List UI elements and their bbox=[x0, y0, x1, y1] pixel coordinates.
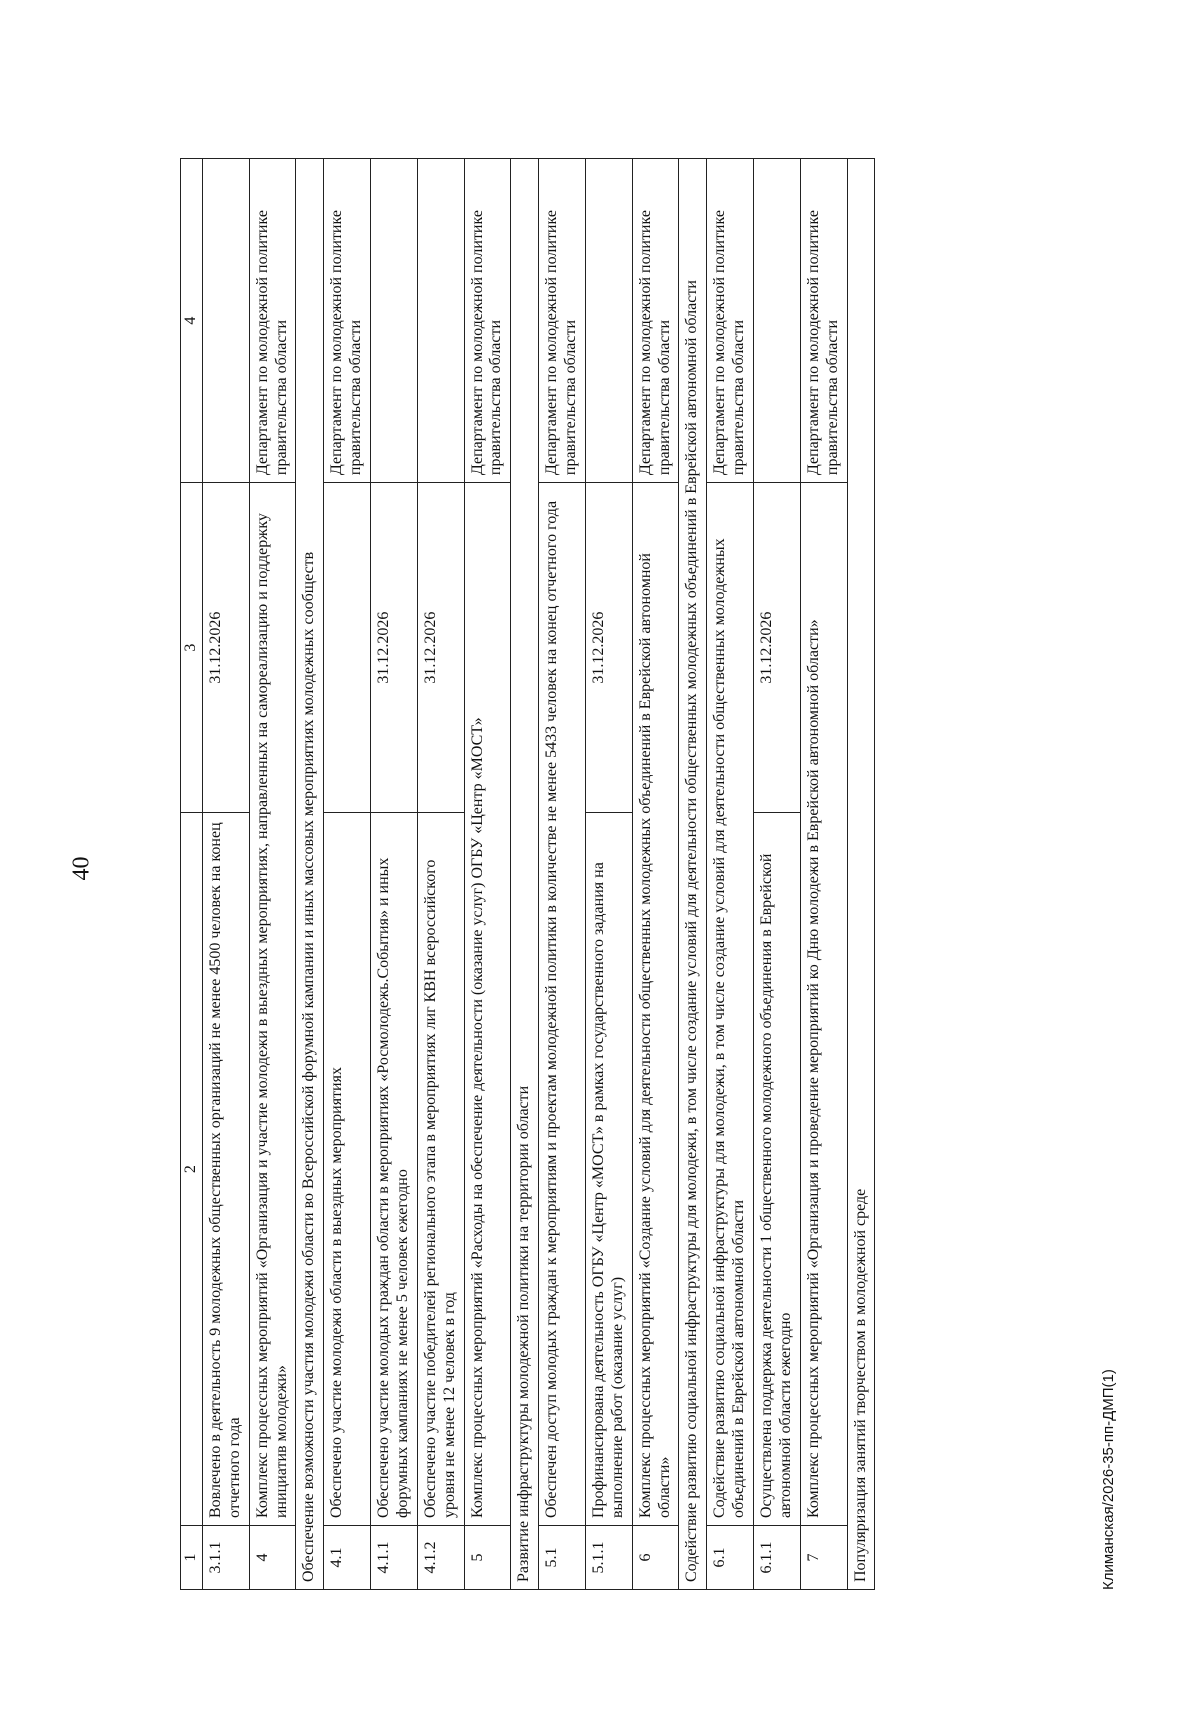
header-row bbox=[181, 159, 203, 1590]
page-number: 40 bbox=[68, 856, 95, 881]
table-row bbox=[371, 159, 418, 1590]
description-cell: Комплекс процессных мероприятий «Создание условий для деятельности общественных молодежных объединений в Еврейской автономной области» bbox=[632, 483, 679, 1526]
row-number-cell: 7 bbox=[800, 1526, 847, 1590]
responsible-cell bbox=[371, 159, 418, 483]
row-number-cell: 4.1 bbox=[324, 1526, 371, 1590]
description-cell: Содействие развитию социальной инфраструктуры для молодежи, в том числе создание условий для деятельности общественных молодежных объединений в Еврейской автономной области bbox=[707, 483, 754, 1526]
document-footer-code: Климанская/2026-35-пп-ДМП(1) bbox=[1100, 1369, 1117, 1590]
responsible-cell bbox=[754, 159, 801, 483]
responsible-cell: Департамент по молодежной политике правительства области bbox=[464, 159, 511, 483]
row-number-cell: 5.1.1 bbox=[585, 1526, 632, 1590]
table-row bbox=[464, 159, 511, 1590]
table-row bbox=[585, 159, 632, 1590]
table-row bbox=[296, 159, 324, 1590]
table-row bbox=[632, 159, 679, 1590]
header-cell-4: 4 bbox=[181, 159, 203, 483]
header-cell-2: 2 bbox=[181, 813, 203, 1526]
description-cell: Комплекс процессных мероприятий «Расходы на обеспечение деятельности (оказание услуг) ОГБУ «Центр «МОСТ» bbox=[464, 483, 511, 1526]
responsible-cell bbox=[585, 159, 632, 483]
description-cell: Комплекс процессных мероприятий «Организация и участие молодежи в выездных мероприятиях, направленных на самореализацию и поддержку инициатив молодежи» bbox=[249, 483, 296, 1526]
table-row bbox=[679, 159, 707, 1590]
table-row bbox=[202, 159, 249, 1590]
row-number-cell: 5 bbox=[464, 1526, 511, 1590]
responsible-cell: Департамент по молодежной политике правительства области bbox=[800, 159, 847, 483]
table-row bbox=[324, 159, 371, 1590]
description-cell: Вовлечено в деятельность 9 молодежных общественных организаций не менее 4500 человек на конец отчетного года bbox=[202, 813, 249, 1526]
table-row bbox=[754, 159, 801, 1590]
responsible-cell bbox=[202, 159, 249, 483]
responsible-cell bbox=[417, 159, 464, 483]
section-heading-cell: Обеспечение возможности участия молодежи области во Всероссийской форумной кампании и иных массовых мероприятиях молодежных сообществ bbox=[296, 159, 324, 1590]
row-number-cell: 3.1.1 bbox=[202, 1526, 249, 1590]
date-cell: 31.12.2026 bbox=[754, 483, 801, 813]
rotated-table-container bbox=[180, 150, 1110, 1590]
header-cell-1: 1 bbox=[181, 1526, 203, 1590]
row-number-cell: 6.1.1 bbox=[754, 1526, 801, 1590]
table-row bbox=[417, 159, 464, 1590]
table-row bbox=[511, 159, 539, 1590]
responsible-cell: Департамент по молодежной политике правительства области bbox=[632, 159, 679, 483]
section-heading-cell: Содействие развитию социальной инфраструктуры для молодежи, в том числе создание условий для деятельности общественных молодежных объединений в Еврейской автономной области bbox=[679, 159, 707, 1590]
row-number-cell: 6 bbox=[632, 1526, 679, 1590]
header-cell-3: 3 bbox=[181, 483, 203, 813]
row-number-cell: 4 bbox=[249, 1526, 296, 1590]
date-cell: 31.12.2026 bbox=[202, 483, 249, 813]
table-row bbox=[707, 159, 754, 1590]
responsible-cell: Департамент по молодежной политике правительства области bbox=[324, 159, 371, 483]
description-cell: Обеспечено участие молодежи области в выездных мероприятиях bbox=[324, 813, 371, 1526]
date-cell bbox=[324, 483, 371, 813]
description-cell: Обеспечен доступ молодых граждан к мероприятиям и проектам молодежной политики в количестве не менее 5433 человек на конец отчетного года bbox=[539, 483, 586, 1526]
responsible-cell: Департамент по молодежной политике правительства области bbox=[539, 159, 586, 483]
responsible-cell: Департамент по молодежной политике правительства области bbox=[249, 159, 296, 483]
description-cell: Обеспечено участие победителей регионального этапа в мероприятиях лиг КВН всероссийского уровня не менее 12 человек в год bbox=[417, 813, 464, 1526]
date-cell: 31.12.2026 bbox=[371, 483, 418, 813]
plan-table bbox=[180, 158, 875, 1590]
responsible-cell: Департамент по молодежной политике правительства области bbox=[707, 159, 754, 483]
table-row bbox=[800, 159, 847, 1590]
row-number-cell: 4.1.2 bbox=[417, 1526, 464, 1590]
date-cell: 31.12.2026 bbox=[585, 483, 632, 813]
table-row bbox=[539, 159, 586, 1590]
description-cell: Профинансирована деятельность ОГБУ «Центр «МОСТ» в рамках государственного задания на выполнение работ (оказание услуг) bbox=[585, 813, 632, 1526]
description-cell: Комплекс процессных мероприятий «Организация и проведение мероприятий ко Дню молодежи в Еврейской автономной области» bbox=[800, 483, 847, 1526]
table-row bbox=[847, 159, 875, 1590]
row-number-cell: 4.1.1 bbox=[371, 1526, 418, 1590]
section-heading-cell: Популяризация занятий творчеством в молодежной среде bbox=[847, 159, 875, 1590]
row-number-cell: 6.1 bbox=[707, 1526, 754, 1590]
description-cell: Осуществлена поддержка деятельности 1 общественного молодежного объединения в Еврейской автономной области ежегодно bbox=[754, 813, 801, 1526]
section-heading-cell: Развитие инфраструктуры молодежной политики на территории области bbox=[511, 159, 539, 1590]
table-row bbox=[249, 159, 296, 1590]
description-cell: Обеспечено участие молодых граждан области в мероприятиях «Росмолодежь.События» и иных форумных кампаниях не менее 5 человек ежегодно bbox=[371, 813, 418, 1526]
date-cell: 31.12.2026 bbox=[417, 483, 464, 813]
row-number-cell: 5.1 bbox=[539, 1526, 586, 1590]
